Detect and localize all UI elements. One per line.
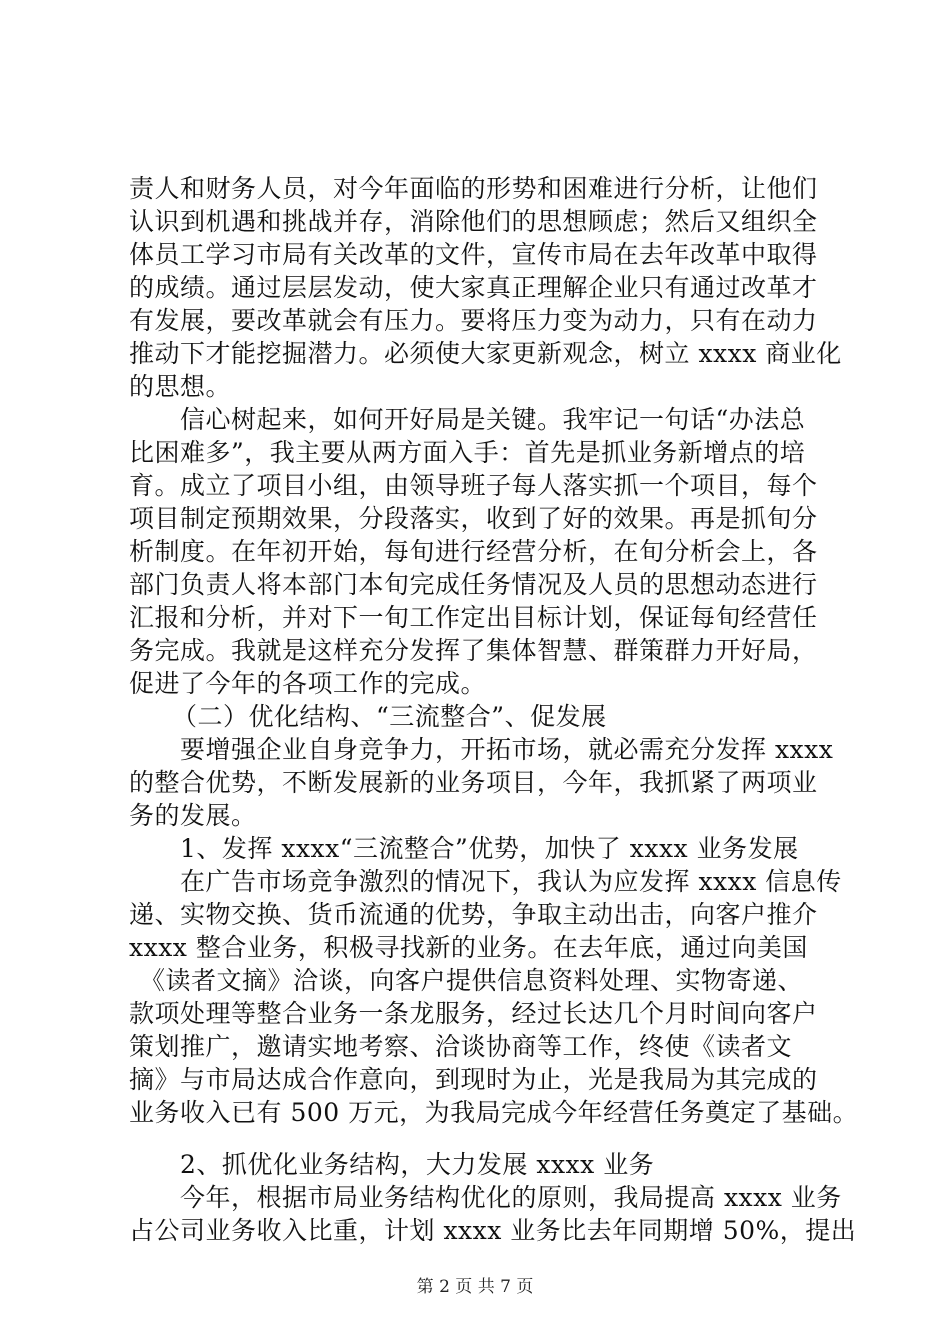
text-line: 有发展，要改革就会有压力。要将压力变为动力，只有在动力 <box>129 306 818 335</box>
subsection-heading: 2、抓优化业务结构，大力发展 xxxx 业务 <box>180 1150 655 1179</box>
text-line: 认识到机遇和挑战并存，消除他们的思想顾虑；然后又组织全 <box>129 207 818 236</box>
text-line: 策划推广，邀请实地考察、洽谈协商等工作，终使《读者文 <box>129 1032 793 1061</box>
text-line: 务的发展。 <box>129 801 257 830</box>
text-line: 部门负责人将本部门本旬完成任务情况及人员的思想动态进行 <box>129 570 818 599</box>
text-line: 体员工学习市局有关改革的文件，宣传市局在去年改革中取得 <box>129 240 818 269</box>
text-line: 业务收入已有 500 万元，为我局完成今年经营任务奠定了基础。 <box>129 1098 859 1127</box>
text-line: 的成绩。通过层层发动，使大家真正理解企业只有通过改革才 <box>129 273 818 302</box>
paragraph-start-line: 信心树起来，如何开好局是关键。我牢记一句话“办法总 <box>180 405 806 434</box>
text-line: xxxx 整合业务，积极寻找新的业务。在去年底，通过向美国 <box>129 933 808 962</box>
section-heading: （二）优化结构、“三流整合”、促发展 <box>172 702 607 731</box>
text-line: 递、实物交换、货币流通的优势，争取主动出击，向客户推介 <box>129 900 818 929</box>
text-line: 析制度。在年初开始，每旬进行经营分析，在旬分析会上，各 <box>129 537 818 566</box>
text-line: 《读者文摘》洽谈，向客户提供信息资料处理、实物寄递、 <box>140 966 804 995</box>
subsection-heading: 1、发挥 xxxx“三流整合”优势，加快了 xxxx 业务发展 <box>180 834 799 863</box>
paragraph-start-line: 今年，根据市局业务结构优化的原则，我局提高 xxxx 业务 <box>180 1183 842 1212</box>
text-line: 摘》与市局达成合作意向，到现时为止，光是我局为其完成的 <box>129 1065 818 1094</box>
text-line: 项目制定预期效果，分段落实，收到了好的效果。再是抓旬分 <box>129 504 818 533</box>
page-number: 第 2 页 共 7 页 <box>416 1277 534 1297</box>
text-line: 占公司业务收入比重，计划 xxxx 业务比去年同期增 50%，提出 <box>129 1216 857 1245</box>
text-line: 的整合优势，不断发展新的业务项目，今年，我抓紧了两项业 <box>129 768 818 797</box>
text-line: 育。成立了项目小组，由领导班子每人落实抓一个项目，每个 <box>129 471 818 500</box>
text-line: 的思想。 <box>129 372 232 401</box>
text-line: 务完成。我就是这样充分发挥了集体智慧、群策群力开好局， <box>129 636 818 665</box>
text-line: 比困难多”，我主要从两方面入手：首先是抓业务新增点的培 <box>129 438 806 467</box>
paragraph-start-line: 要增强企业自身竞争力，开拓市场，就必需充分发挥 xxxx <box>180 735 834 764</box>
text-line: 汇报和分析，并对下一旬工作定出目标计划，保证每旬经营任 <box>129 603 818 632</box>
paragraph-start-line: 在广告市场竞争激烈的情况下，我认为应发挥 xxxx 信息传 <box>180 867 842 896</box>
text-line: 责人和财务人员，对今年面临的形势和困难进行分析，让他们 <box>129 174 818 203</box>
text-line: 促进了今年的各项工作的完成。 <box>129 669 487 698</box>
text-line: 款项处理等整合业务一条龙服务，经过长达几个月时间向客户 <box>129 999 818 1028</box>
text-line: 推动下才能挖掘潜力。必须使大家更新观念，树立 xxxx 商业化 <box>129 339 842 368</box>
